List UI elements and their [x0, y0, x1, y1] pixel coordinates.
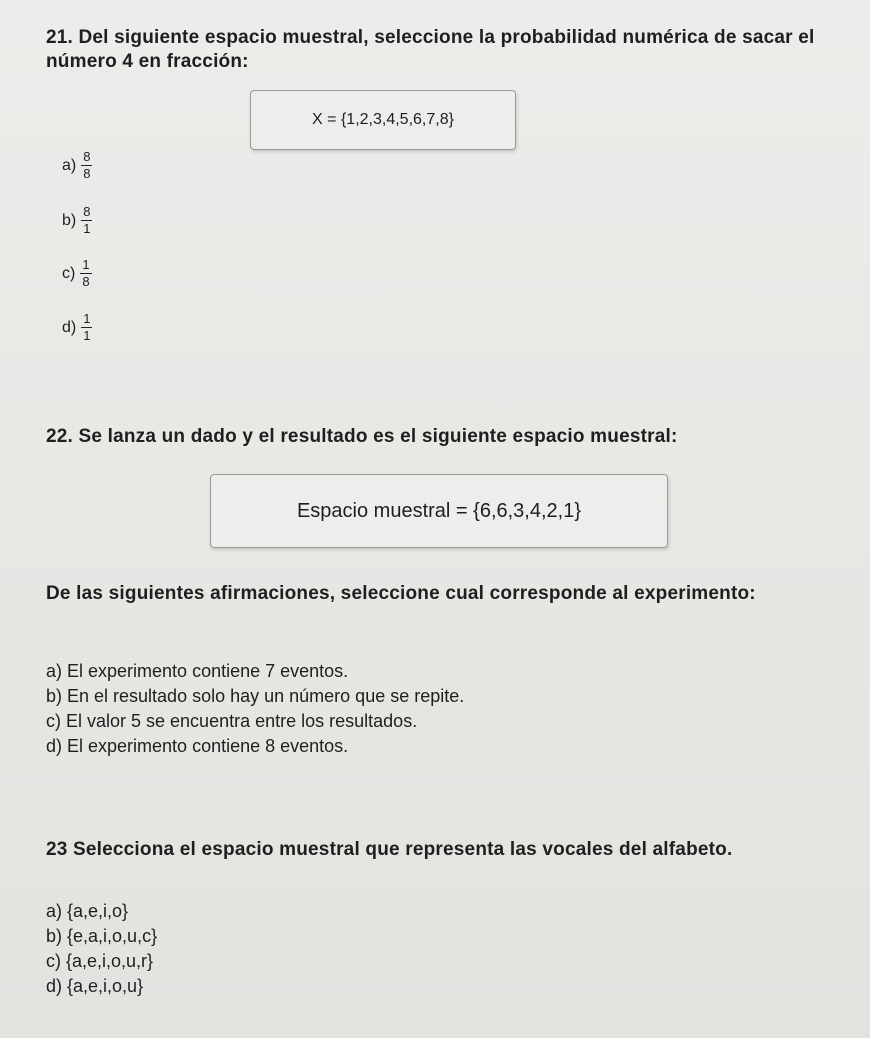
option-label: a) [62, 156, 77, 174]
q23-title: 23 Selecciona el espacio muestral que representa las vocales del alfabeto. [46, 839, 733, 860]
q22-option-c[interactable]: c) El valor 5 se encuentra entre los resultados. [46, 711, 418, 731]
option-label: d) [62, 318, 77, 336]
fraction [81, 205, 92, 236]
q22-option-b[interactable]: b) En el resultado solo hay un número que se repite. [46, 686, 465, 706]
fraction [80, 258, 91, 289]
q23-option-b[interactable]: b) {e,a,i,o,u,c} [46, 926, 158, 946]
q21-sample-space-box [250, 90, 516, 150]
denominator: 8 [82, 274, 90, 289]
q22-instruction: De las siguientes afirmaciones, seleccione cual corresponde al experimento: [46, 583, 756, 604]
q22-title: 22. Se lanza un dado y el resultado es el siguiente espacio muestral: [46, 426, 678, 447]
q21-option-d[interactable] [62, 312, 92, 343]
denominator: 8 [83, 166, 91, 181]
q22-sample-space-box [210, 474, 668, 548]
denominator: 1 [83, 328, 91, 343]
q23-option-a[interactable]: a) {a,e,i,o} [46, 901, 129, 921]
fraction [81, 150, 92, 181]
q21-option-c[interactable] [62, 258, 92, 289]
numerator: 1 [82, 257, 90, 272]
q21-option-a[interactable] [62, 150, 92, 181]
numerator: 8 [83, 204, 91, 219]
denominator: 1 [83, 221, 91, 236]
q21-option-b[interactable] [62, 205, 92, 236]
q21-title: 21. Del siguiente espacio muestral, seleccione la probabilidad numérica de sacar el número 4 en fracción: [46, 27, 815, 72]
fraction [81, 312, 92, 343]
q22-sample-space: Espacio muestral = {6,6,3,4,2,1} [296, 499, 582, 522]
numerator: 1 [83, 311, 91, 326]
option-label: c) [62, 264, 76, 282]
numerator: 8 [83, 149, 91, 164]
option-label: b) [62, 211, 77, 229]
q21-sample-space: X = {1,2,3,4,5,6,7,8} [312, 111, 454, 128]
q23-option-c[interactable]: c) {a,e,i,o,u,r} [46, 951, 154, 971]
q23-option-d[interactable]: d) {a,e,i,o,u} [46, 976, 144, 996]
q22-option-a[interactable]: a) El experimento contiene 7 eventos. [46, 661, 349, 681]
q22-option-d[interactable]: d) El experimento contiene 8 eventos. [46, 736, 349, 756]
